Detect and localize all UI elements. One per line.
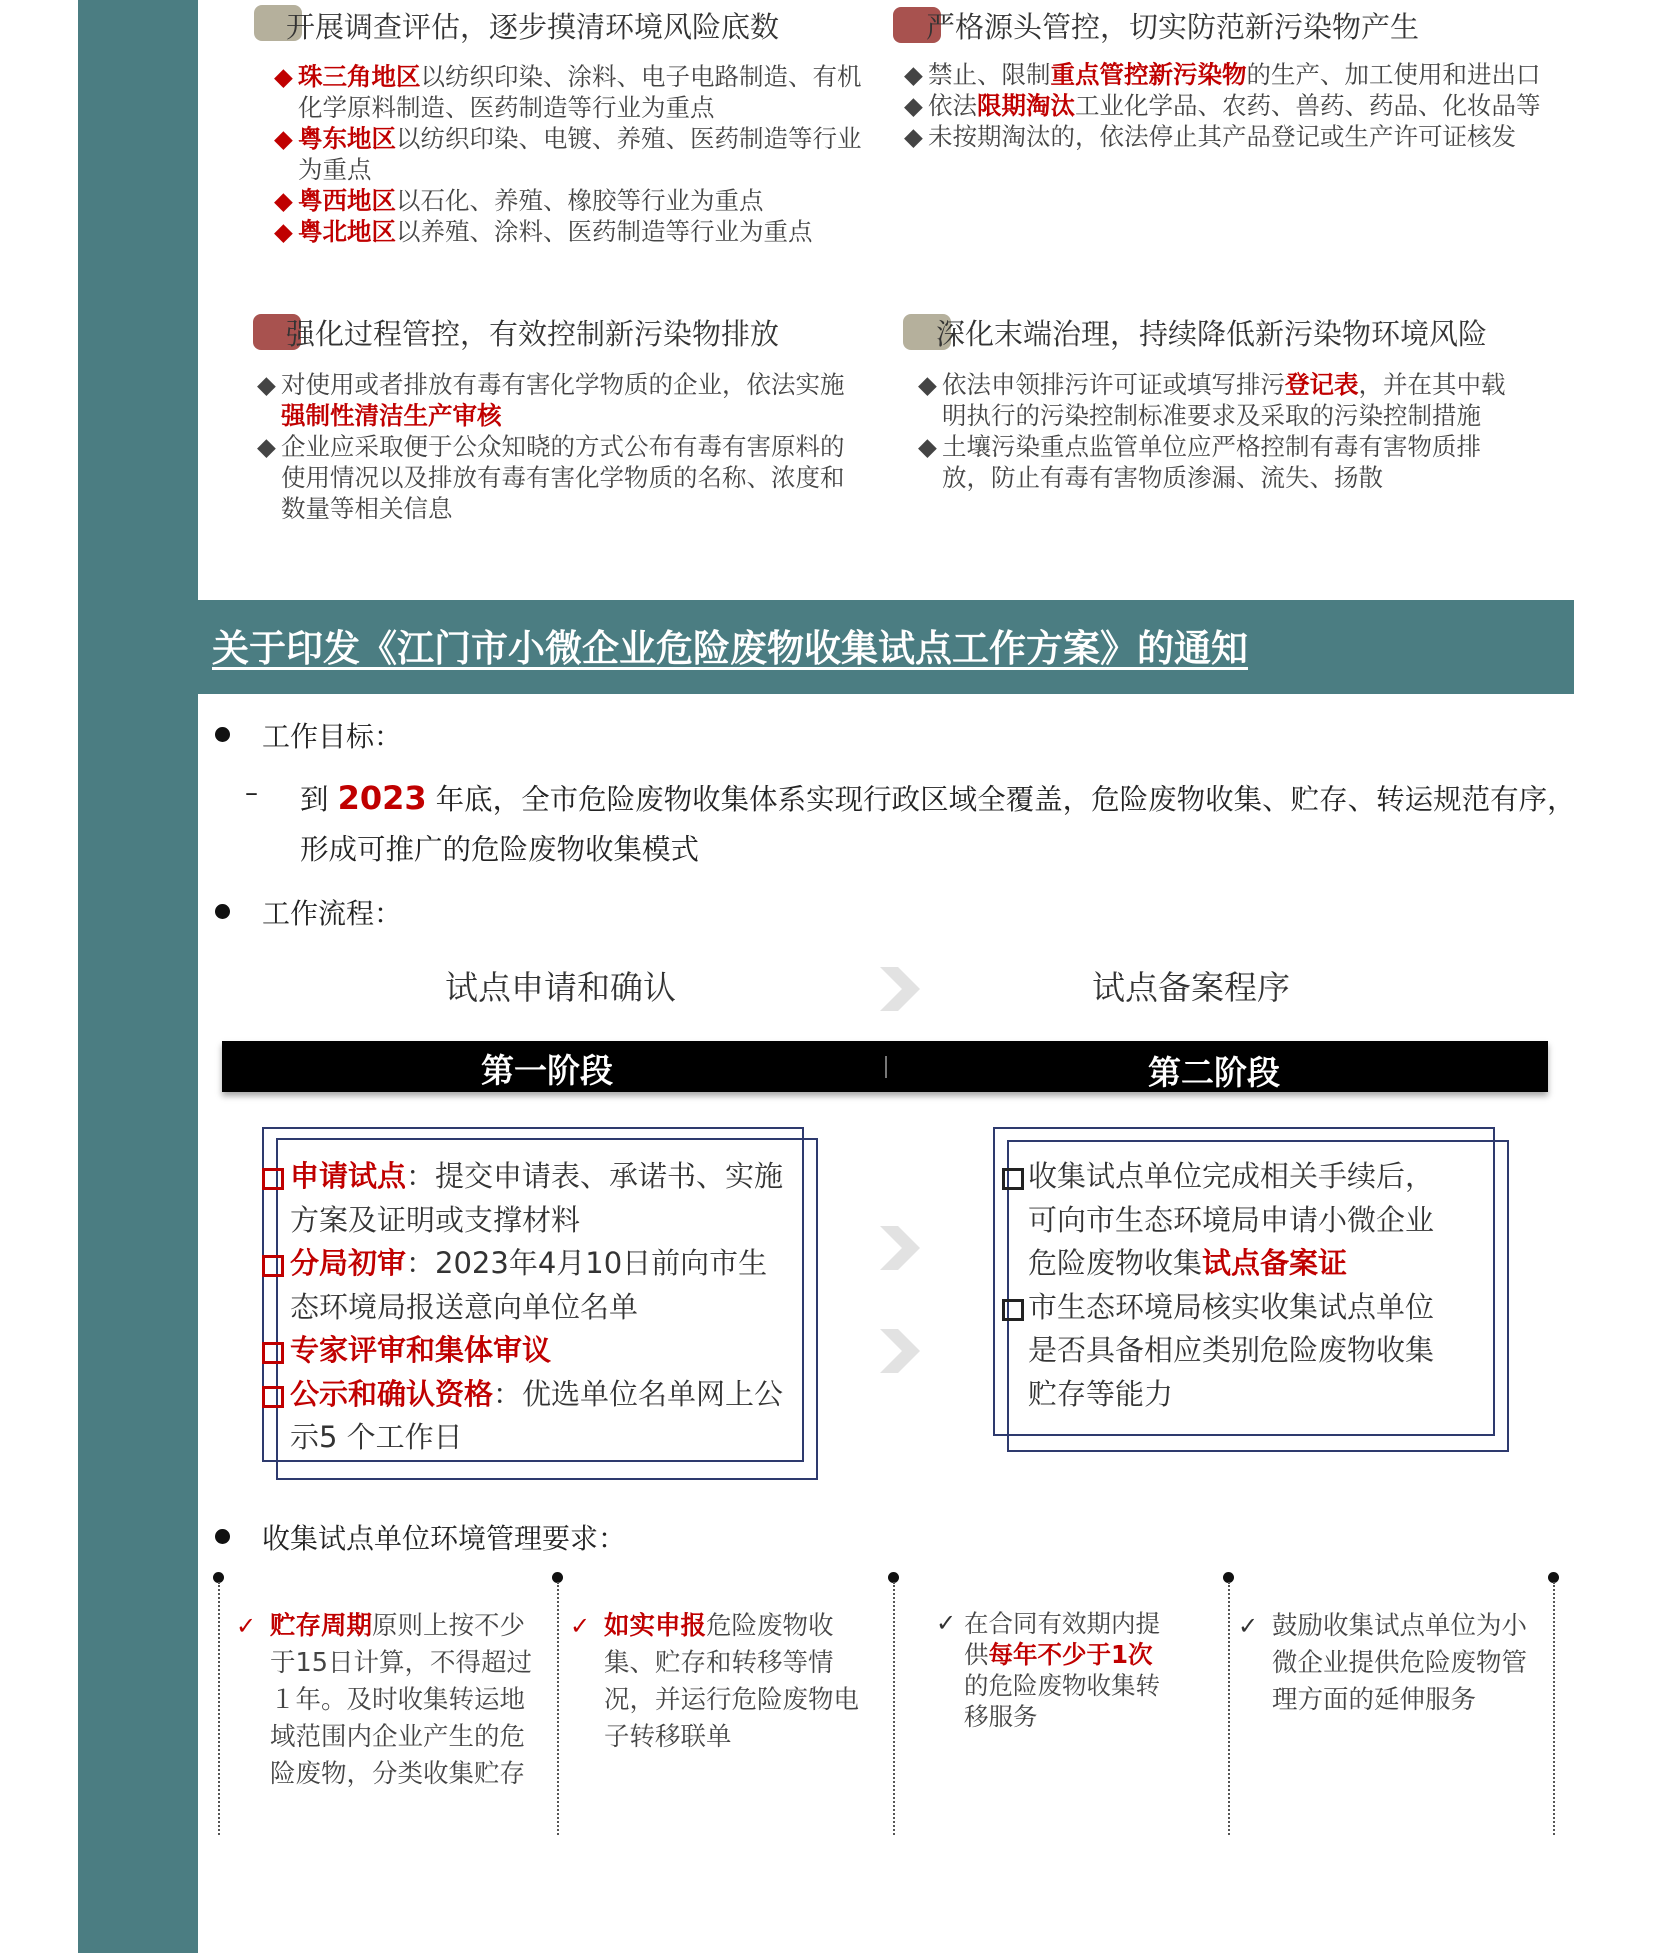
- divider-line: [1553, 1582, 1555, 1835]
- bullet-dot: [215, 1529, 230, 1544]
- list-item: ◆ 土壤污染重点监管单位应严格控制有毒有害物质排放，防止有毒有害物质渗漏、流失、扬散: [918, 432, 1481, 492]
- list-item: ◆ 珠三角地区以纺织印染、涂料、电子电路制造、有机化学原料制造、医药制造等行业为重点: [274, 62, 862, 122]
- check-icon: ✓: [236, 1612, 257, 1640]
- chevron-right-icon: [876, 963, 924, 1015]
- list-item: ◆ 粤西地区以石化、养殖、橡胶等行业为重点: [274, 186, 764, 215]
- goal-text: 到 2023 年底，全市危险废物收集体系实现行政区域全覆盖，危险废物收集、贮存、转运规范有序，形成可推广的危险废物收集模式: [300, 779, 1576, 866]
- requirement-2: ✓ 如实申报危险废物收集、贮存和转移等情况，并运行危险废物电子转移联单: [570, 1608, 880, 1756]
- chevron-right-icon: [876, 1325, 924, 1377]
- list-item: ◆ 对使用或者排放有毒有害化学物质的企业，依法实施强制性清洁生产审核: [257, 370, 845, 430]
- list-item: 申请试点：提交申请表、承诺书、实施方案及证明或支撑材料: [262, 1155, 792, 1242]
- stage1-list: [262, 1155, 792, 1460]
- list-item: ◆ 依法限期淘汰工业化学品、农药、兽药、药品、化妆品等: [904, 91, 1541, 120]
- quadrant-2-list: [904, 59, 1564, 152]
- stage2-list: [1002, 1155, 1462, 1416]
- divider-line: [557, 1582, 559, 1835]
- quadrant-3-title: 强化过程管控，有效控制新污染物排放: [286, 317, 780, 351]
- list-item: ◆ 粤东地区以纺织印染、电镀、养殖、医药制造等行业为重点: [274, 124, 862, 184]
- list-item: ◆ 依法申领排污许可证或填写排污登记表，并在其中载明执行的污染控制标准要求及采取的污染控制措施: [918, 370, 1506, 430]
- bullet-dot: [215, 904, 230, 919]
- check-icon: ✓: [936, 1609, 957, 1637]
- requirement-1: ✓ 贮存周期原则上按不少于15日计算，不得超过１年。及时收集转运地域范围内企业产生的危险废物，分类收集贮存: [236, 1608, 536, 1793]
- list-item: ◆ 未按期淘汰的，依法停止其产品登记或生产许可证核发: [904, 122, 1516, 151]
- list-item: ◆ 禁止、限制重点管控新污染物的生产、加工使用和进出口: [904, 60, 1541, 89]
- list-item: ◆ 粤北地区以养殖、涂料、医药制造等行业为重点: [274, 217, 813, 246]
- stage1-heading: 试点申请和确认: [445, 968, 676, 1007]
- left-sidebar-band: [78, 0, 198, 1953]
- stage-divider: [885, 1056, 887, 1078]
- process-label: 工作流程：: [262, 897, 403, 930]
- quadrant-1-title: 开展调查评估，逐步摸清环境风险底数: [286, 10, 780, 44]
- quadrant-4-title: 深化末端治理，持续降低新污染物环境风险: [936, 317, 1488, 351]
- list-item: 专家评审和集体审议: [262, 1329, 792, 1373]
- divider-line: [1228, 1582, 1230, 1835]
- list-item: 市生态环境局核实收集试点单位是否具备相应类别危险废物收集贮存等能力: [1002, 1286, 1462, 1417]
- check-icon: ✓: [570, 1612, 591, 1640]
- divider-line: [893, 1582, 895, 1835]
- requirement-4: ✓ 鼓励收集试点单位为小微企业提供危险废物管理方面的延伸服务: [1238, 1608, 1538, 1719]
- list-item: ◆ 企业应采取便于公众知晓的方式公布有毒有害原料的使用情况以及排放有毒有害化学物质的名称、浓度和数量等相关信息: [257, 432, 845, 523]
- quadrant-4-list: [918, 369, 1528, 493]
- notice-title: 关于印发《江门市小微企业危险废物收集试点工作方案》的通知: [212, 627, 1248, 670]
- check-icon: ✓: [1238, 1612, 1259, 1640]
- goal-label: 工作目标：: [262, 720, 403, 753]
- requirements-label: 收集试点单位环境管理要求：: [262, 1522, 627, 1555]
- list-item: 收集试点单位完成相关手续后，可向市生态环境局申请小微企业危险废物收集试点备案证: [1002, 1155, 1462, 1286]
- bullet-dot: [215, 727, 230, 742]
- stage2-label: 第二阶段: [1148, 1053, 1280, 1092]
- quadrant-2-title: 严格源头管控，切实防范新污染物产生: [926, 10, 1420, 44]
- chevron-right-icon: [876, 1222, 924, 1274]
- stage2-heading: 试点备案程序: [1092, 968, 1290, 1007]
- quadrant-3-list: [257, 369, 867, 524]
- stage1-label: 第一阶段: [481, 1051, 613, 1090]
- goal-dash: –: [245, 778, 258, 808]
- divider-line: [218, 1582, 220, 1835]
- quadrant-1-list: [274, 61, 864, 247]
- requirement-3: ✓ 在合同有效期内提供每年不少于1次的危险废物收集转移服务: [936, 1609, 1160, 1731]
- list-item: 分局初审：2023年4月10日前向市生态环境局报送意向单位名单: [262, 1242, 792, 1329]
- list-item: 公示和确认资格：优选单位名单网上公示5 个工作日: [262, 1373, 792, 1460]
